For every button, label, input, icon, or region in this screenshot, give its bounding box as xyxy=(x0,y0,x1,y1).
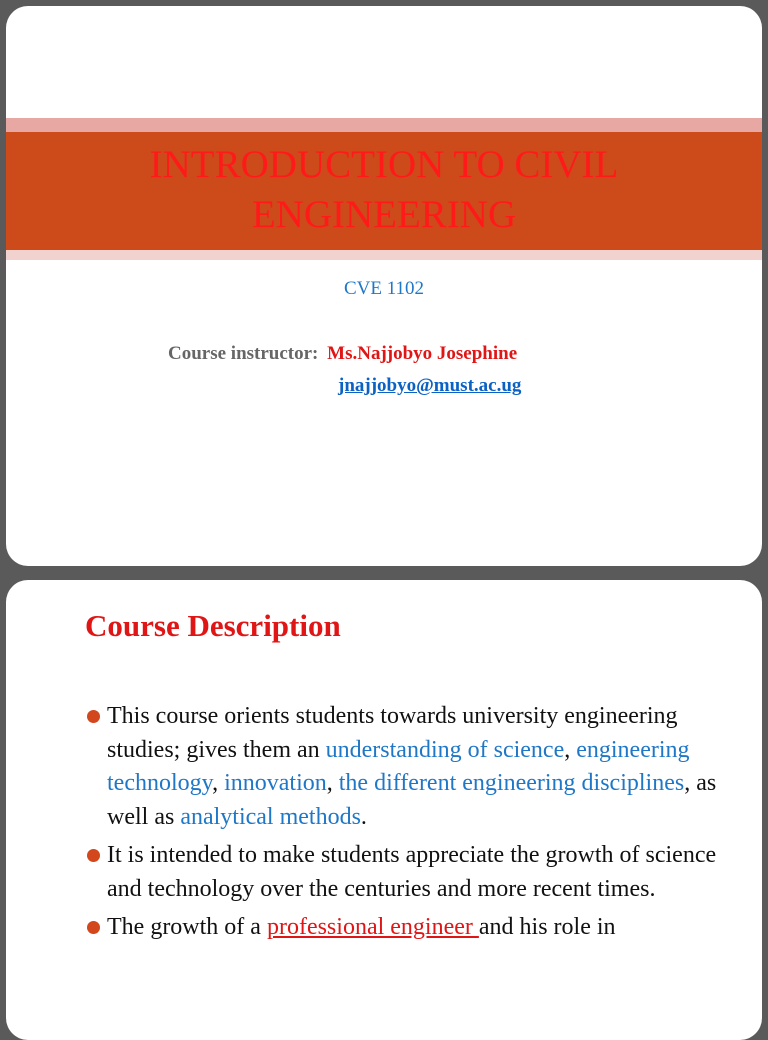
bullet-list xyxy=(85,700,725,950)
bullet1-text-6: . xyxy=(360,803,367,830)
title-slide xyxy=(6,6,762,566)
bullet-dot-icon xyxy=(87,921,100,934)
title-band-bottom-stripe xyxy=(6,250,762,260)
bullet1-text-4: , xyxy=(326,770,339,796)
bullet-item-3 xyxy=(85,911,725,945)
bullet1-text-5: , as well as xyxy=(107,770,717,830)
instructor-name: Ms.Najjobyo Josephine xyxy=(327,343,518,364)
bullet1-highlight-methods: analytical methods xyxy=(180,803,361,830)
title-band-top-stripe xyxy=(6,118,762,132)
slide-title-line1: INTRODUCTION TO CIVIL xyxy=(149,143,619,186)
bullet1-highlight-disciplines: the different engineering disciplines xyxy=(338,770,685,796)
bullet3-text-2: and his role in xyxy=(478,914,616,940)
bullet3-professional-engineer-link[interactable]: professional engineer xyxy=(266,914,479,940)
slide-title xyxy=(6,140,762,240)
bullet-dot-icon xyxy=(87,710,100,723)
bullet1-highlight-understanding: understanding of science xyxy=(325,736,565,763)
bullet1-highlight-innovation: innovation xyxy=(224,770,327,796)
instructor-email-link[interactable]: jnajjobyo@must.ac.ug xyxy=(338,375,522,396)
bullet3-text-1: The growth of a xyxy=(107,914,267,940)
bullet1-text-2: , xyxy=(564,736,577,763)
slide-title-line2: ENGINEERING xyxy=(251,193,517,236)
bullet-item-1 xyxy=(85,700,725,834)
bullet1-text-1: This course orients students towards university engineering studies; gives them an xyxy=(107,703,678,763)
bullet1-highlight-technology: engineering technology xyxy=(107,736,690,796)
section-heading: Course Description xyxy=(85,608,341,643)
course-description-slide xyxy=(6,580,762,1040)
bullet2-text: It is intended to make students appreciate the growth of science and technology over the centuries and more recent times. xyxy=(107,842,717,902)
instructor-label: Course instructor: xyxy=(168,343,319,364)
course-code: CVE 1102 xyxy=(343,278,425,299)
bullet-dot-icon xyxy=(87,849,100,862)
instructor-row xyxy=(168,343,517,365)
bullet-item-2 xyxy=(85,839,725,906)
bullet1-text-3: , xyxy=(212,770,225,796)
